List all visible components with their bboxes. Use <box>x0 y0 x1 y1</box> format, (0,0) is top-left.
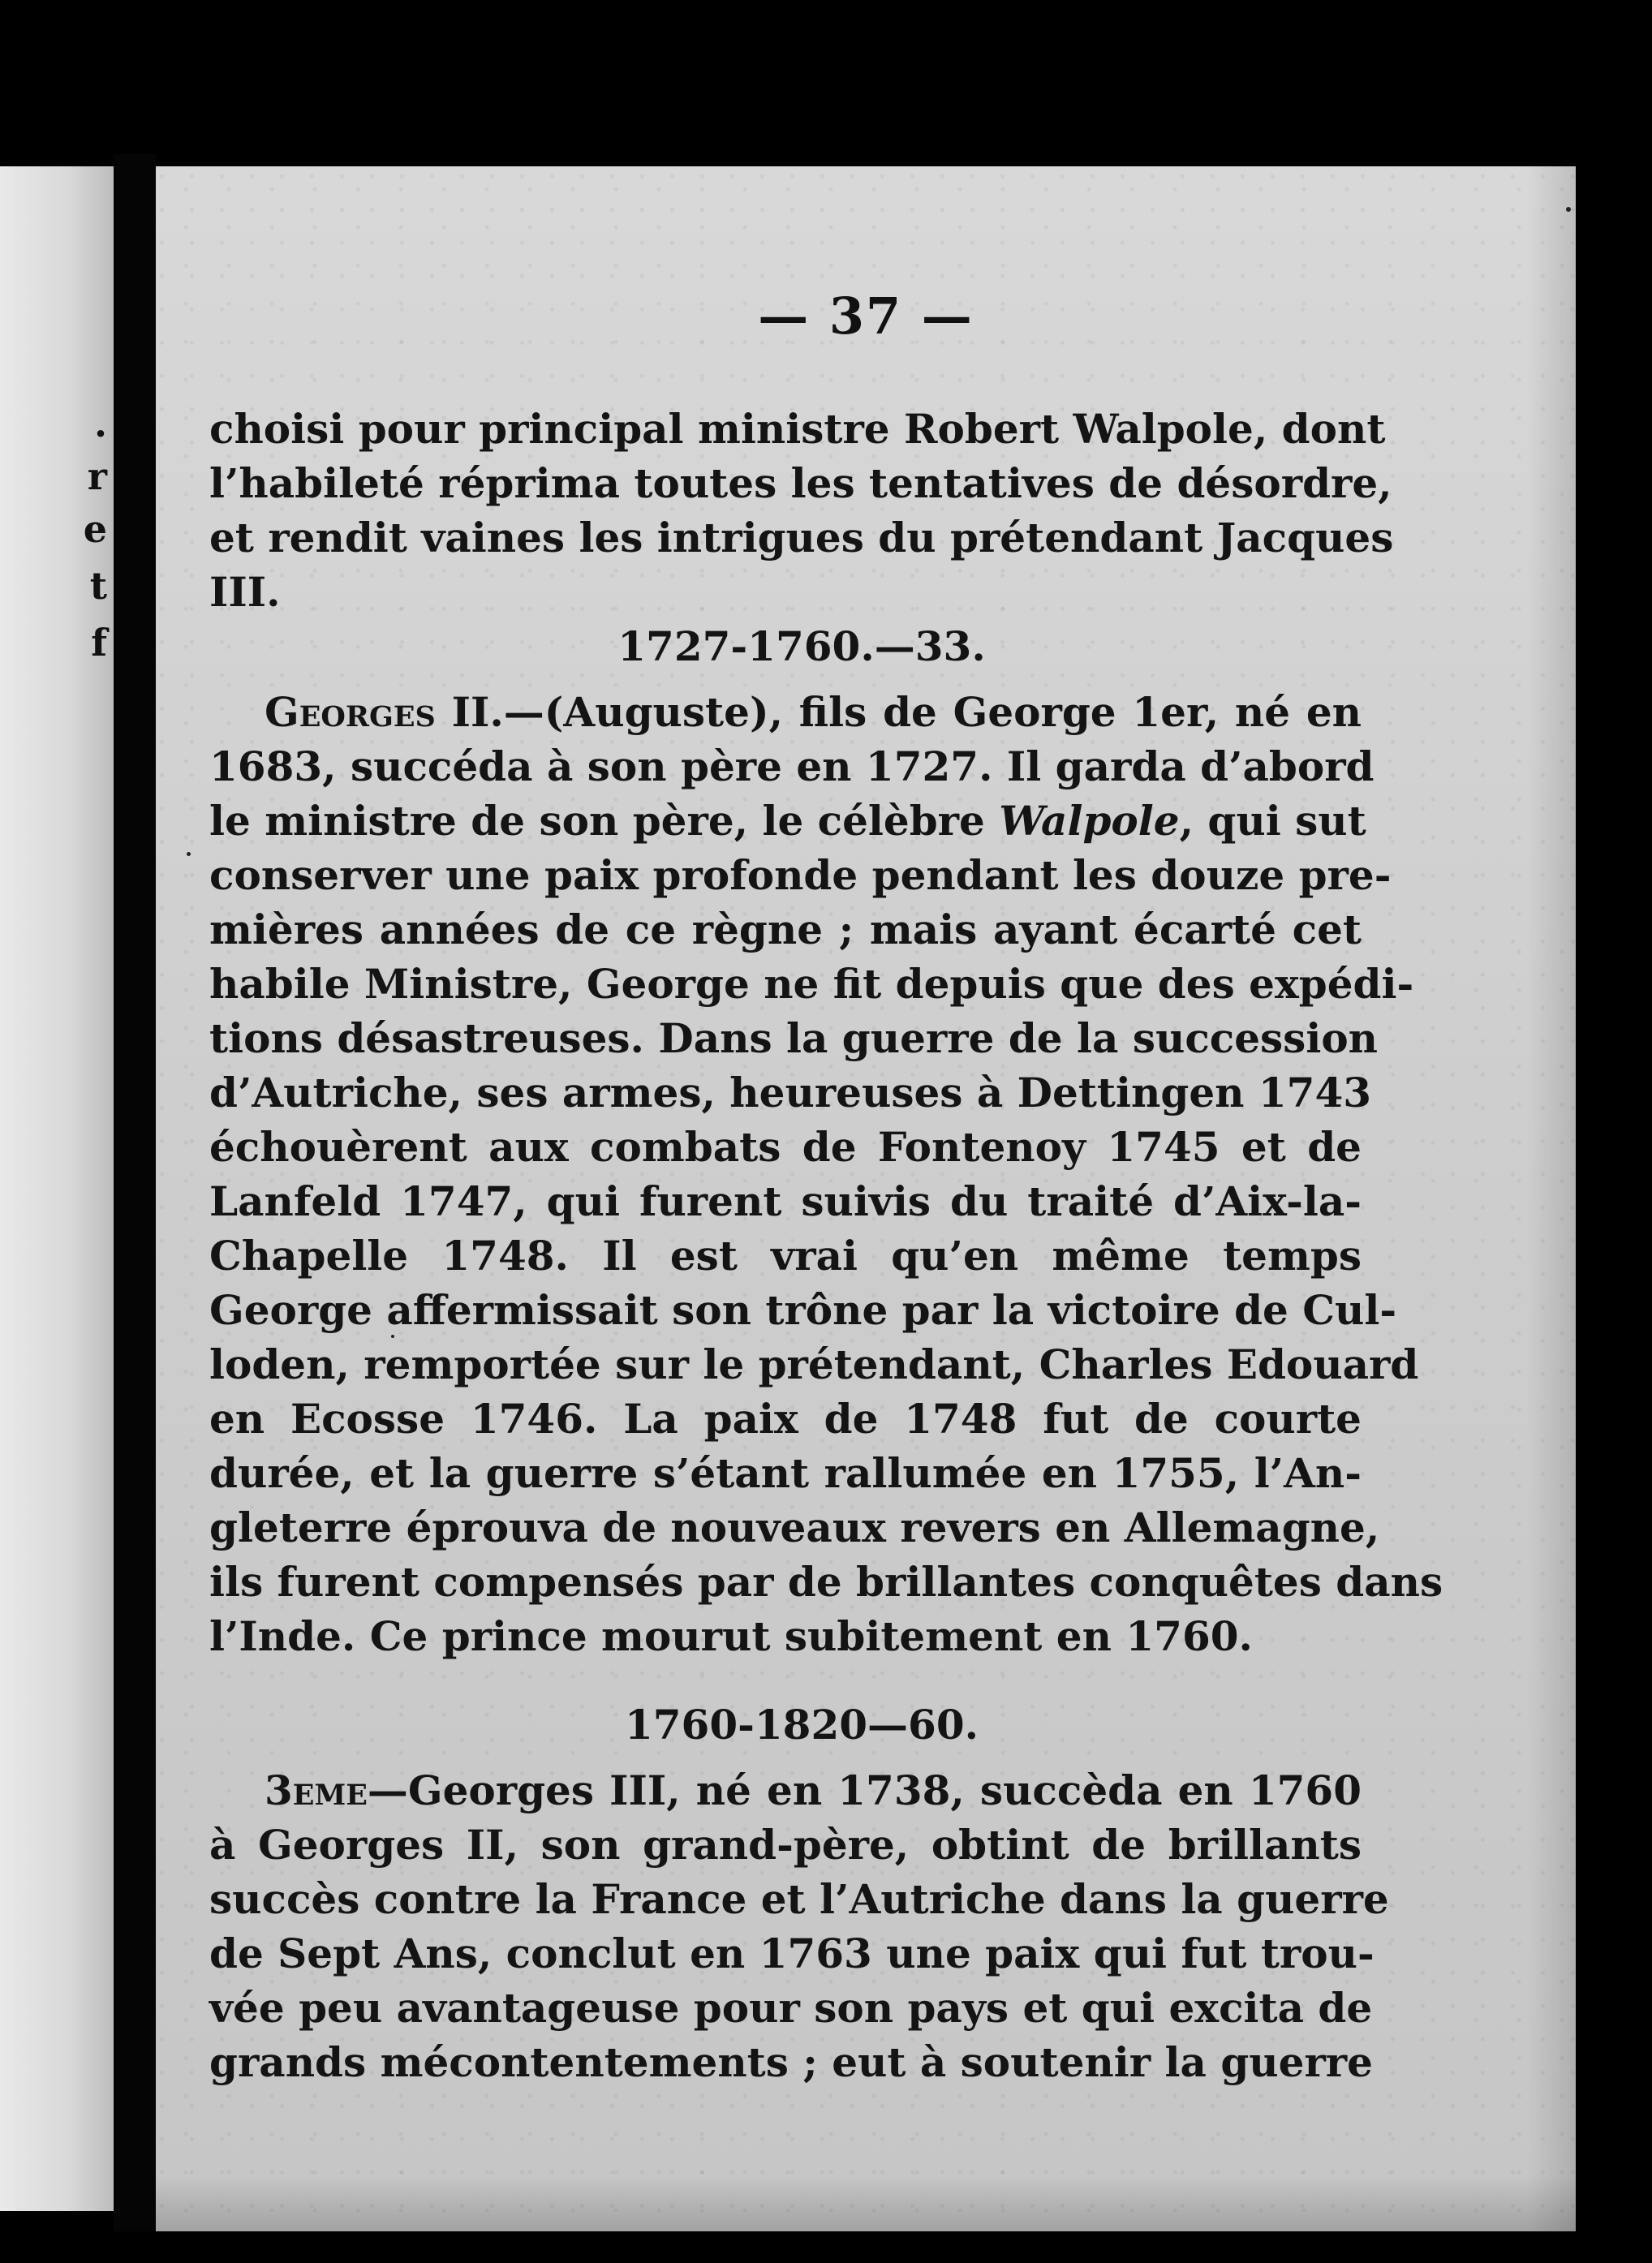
left-page-edge-char: t <box>89 564 107 608</box>
text-line: habile Ministre, George ne fit depuis que des expédi- <box>209 960 1414 1008</box>
section-heading: 1760-1820—60. <box>624 1701 979 1749</box>
text-line: d’Autriche, ses armes, heureuses à Dettingen 1743 <box>209 1069 1372 1116</box>
text-line: le ministre de son père, le célèbre Walpole, qui sut <box>209 797 1366 845</box>
page-bottom-shadow <box>156 2175 1576 2231</box>
text-line: Chapelle 1748. Il est vrai qu’en même temps <box>209 1232 1362 1280</box>
text-line: mières années de ce règne ; mais ayant écarté cet <box>209 906 1362 953</box>
page-number: — 37 — <box>758 286 974 346</box>
text-line: échouèrent aux combats de Fontenoy 1745 et de <box>209 1123 1362 1171</box>
text-line: Georges II.—(Auguste), fils de George 1er, né en <box>265 688 1362 736</box>
text-line: en Ecosse 1746. La paix de 1748 fut de courte <box>209 1395 1362 1443</box>
left-page-edge-char: e <box>83 507 107 551</box>
left-page-edge-char: . <box>93 402 107 445</box>
section-heading: 1727-1760.—33. <box>617 622 986 670</box>
text-line: ils furent compensés par de brillantes conquêtes dans <box>209 1558 1443 1606</box>
text-line: vée peu avantageuse pour son pays et qui excita de <box>209 1984 1373 2032</box>
text-line: à Georges II, son grand-père, obtint de brillants <box>209 1821 1362 1869</box>
text-line: succès contre la France et l’Autriche dans la guerre <box>209 1875 1389 1923</box>
book-gutter <box>114 154 156 2231</box>
ruler-name: Georges <box>265 688 436 736</box>
ink-speck <box>187 852 191 856</box>
text-line: durée, et la guerre s’étant rallumée en 1755, l’An- <box>209 1449 1362 1497</box>
text-line: et rendit vaines les intrigues du prétendant Jacques <box>209 514 1394 561</box>
text-line: choisi pour principal ministre Robert Walpole, dont <box>209 405 1386 453</box>
text-line: l’Inde. Ce prince mourut subitement en 1760. <box>209 1612 1253 1660</box>
text-line: George affermissait son trône par la victoire de Cul- <box>209 1286 1397 1334</box>
page-text <box>209 402 1443 2089</box>
left-page-edge-char: r <box>87 454 107 498</box>
text-line: 3eme—Georges III, né en 1738, succèda en 1760 <box>265 1766 1362 1814</box>
previous-page-edge <box>0 166 114 2211</box>
text-line: III. <box>209 568 281 616</box>
text-line: grands mécontentements ; eut à soutenir la guerre <box>209 2038 1373 2086</box>
italic-name: Walpole <box>999 797 1180 845</box>
text-line: conserver une paix profonde pendant les douze pre- <box>209 851 1392 899</box>
text-line: gleterre éprouva de nouveaux revers en Allemagne, <box>209 1504 1380 1551</box>
ink-speck <box>1566 207 1571 212</box>
text-line: loden, remportée sur le prétendant, Charles Edouard <box>209 1340 1419 1388</box>
text-line: de Sept Ans, conclut en 1763 une paix qui fut trou- <box>209 1930 1375 1977</box>
book-page <box>156 166 1576 2231</box>
ruler-ordinal: 3eme <box>265 1766 368 1814</box>
page-edge-shadow <box>1527 166 1576 2231</box>
text-line: Lanfeld 1747, qui furent suivis du traité d’Aix-la- <box>209 1177 1362 1225</box>
text-line: tions désastreuses. Dans la guerre de la succession <box>209 1014 1379 1062</box>
text-line: 1683, succéda à son père en 1727. Il garda d’abord <box>209 742 1375 790</box>
text-line: l’habileté réprima toutes les tentatives de désordre, <box>209 459 1392 507</box>
left-page-edge-char: f <box>91 621 107 665</box>
